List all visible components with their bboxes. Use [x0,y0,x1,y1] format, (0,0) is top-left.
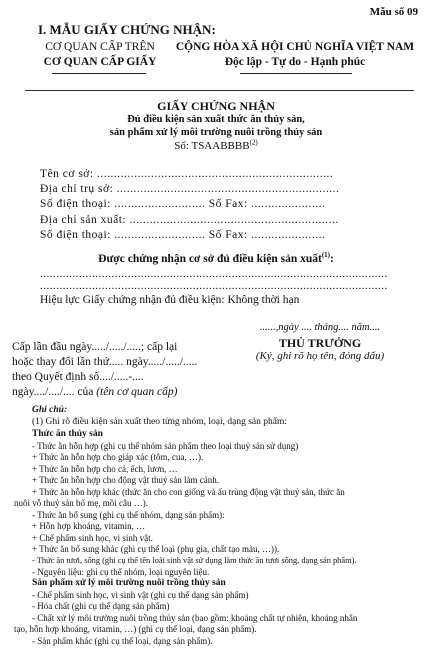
notes-group2-item: tạo, hỗn hợp khoáng, vitamin, …) (ghi cụ thể loại, dạng sản phẩm). [14,624,257,634]
field-production-address: Địa chỉ sản xuất: .............................................................. [40,214,339,226]
notes-heading: Ghi chú: [32,405,68,415]
certificate-subtitle-1: Đủ điều kiện sản xuất thức ăn thủy sản, [127,114,305,125]
notes-group2-item: - Chế phẩm sinh học, vi sinh vật (ghi cụ thể dạng sản phẩm) [32,590,249,600]
dotted-line-1: ........................................................................................................... [40,268,388,280]
issue-line-4 [12,386,177,398]
issuing-agency-name: (tên cơ quan cấp) [96,386,178,398]
certificate-number-note: (2) [249,138,258,147]
notes-group1-item: + Thức ăn hỗn hợp cho cá, ếch, lươn, … [32,464,178,474]
signature-title: THỦ TRƯỞNG [278,336,362,350]
notes-line-1: (1) Ghi rõ điều kiện sản xuất theo từng nhóm, loại, dạng sản phẩm: [32,417,288,427]
certified-heading [0,253,432,265]
notes-group1-item: + Chế phẩm sinh học, vi sinh vật. [32,533,153,543]
motto-underline [240,73,352,74]
field-phone-fax-2: Số điện thoại: ........................... Số Fax: ...................... [40,229,326,241]
issue-line-2: hoặc thay đổi lần thứ..... ngày...../...../..... [12,356,198,368]
header-divider [25,90,414,91]
certificate-number [0,140,432,152]
certificate-title: GIẤY CHỨNG NHẬN [157,99,275,113]
national-motto: Độc lập - Tự do - Hạnh phúc [224,56,366,68]
field-facility-name: Tên cơ sở: ...................................................................... [40,168,334,180]
certificate-number-label: Số: TSAABBBB [174,140,250,152]
parent-agency: CƠ QUAN CẤP TRÊN [45,41,155,53]
section-heading: I. MẪU GIẤY CHỨNG NHẬN: [38,22,216,37]
notes-group2-item: - Chất xử lý môi trường nuôi trồng thủy sản (bao gồm: khoáng chất tự nhiên, khoáng nhân [32,613,358,623]
notes-group1-item: + Hỗn hợp khoáng, vitamin, … [32,521,146,531]
issue-line-1: Cấp lần đầu ngày...../...../.....; cấp lại [12,341,178,353]
notes-group1-item: - Thức ăn hỗn hợp (ghi cụ thể nhóm sản phẩm theo loại thuỷ sản sử dụng) [32,441,299,451]
certified-heading-colon: : [330,253,334,265]
notes-group1-item: - Thức ăn bổ sung (ghi cụ thể nhóm, dạng sản phẩm): [32,510,225,520]
country-name: CỘNG HÒA XÃ HỘI CHỦ NGHĨA VIỆT NAM [175,41,415,53]
notes-group2-title: Sản phẩm xử lý môi trường nuôi trồng thủy sản [32,578,226,588]
notes-group1-item: + Thức ăn hỗn hợp cho giáp xác (tôm, cua, …). [32,452,204,462]
issue-line-3: theo Quyết định số..../.....-.... [12,371,144,383]
form-number: Mẫu số 09 [369,6,418,18]
certified-heading-note: (1) [321,251,330,260]
signature-note: (Ký, ghi rõ họ tên, đóng dấu) [255,350,385,362]
notes-group1-item: + Thức ăn hỗn hợp khác (thức ăn cho con giống và ấu trùng động vật thuỷ sản, thức ăn [32,487,345,497]
signature-date: ......,ngày .... tháng.... năm.... [259,322,381,333]
agency-underline [52,73,146,74]
dotted-line-2: ........................................................................................................... [40,280,388,292]
notes-group2-item: - Hóa chất (ghi cụ thể dạng sản phẩm) [32,601,170,611]
notes-group1-item: nuôi vỗ thuỷ sản bố mẹ, mồi câu …). [14,498,148,508]
field-phone-fax-1: Số điện thoại: ........................... Số Fax: ...................... [40,198,326,210]
field-head-office-address: Địa chỉ trụ sở: .................................................................. [40,183,340,195]
notes-group1-item: - Nguyên liệu: ghi cụ thể nhóm, loại nguyên liệu. [32,567,210,577]
certificate-subtitle-2: sản phẩm xử lý môi trường nuôi trồng thủy sản [109,127,323,138]
notes-group1-item: + Thức ăn bổ sung khác (ghi cụ thể loại (phụ gia, chất tạo màu, …)). [32,544,280,554]
certified-heading-text: Được chứng nhận cơ sở đủ điều kiện sản xuất [98,253,322,265]
notes-group1-item: - Thức ăn tươi, sống (ghi cụ thể tên loài sinh vật sử dụng làm thức ăn tươi sống, dạng sản phẩm). [32,556,357,565]
notes-group1-title: Thức ăn thủy sản [32,429,103,439]
notes-group1-item: + Thức ăn hỗn hợp cho động vật thuỷ sản làm cảnh. [32,475,220,485]
issuing-agency: CƠ QUAN CẤP GIẤY [43,56,157,68]
notes-group2-item: - Sản phẩm khác (ghi cụ thể loại, dạng sản phẩm). [32,636,213,646]
issue-date: ngày..../..../.... của [12,386,97,398]
validity-statement: Hiệu lực Giấy chứng nhận đủ điều kiện: Không thời hạn [40,294,300,306]
